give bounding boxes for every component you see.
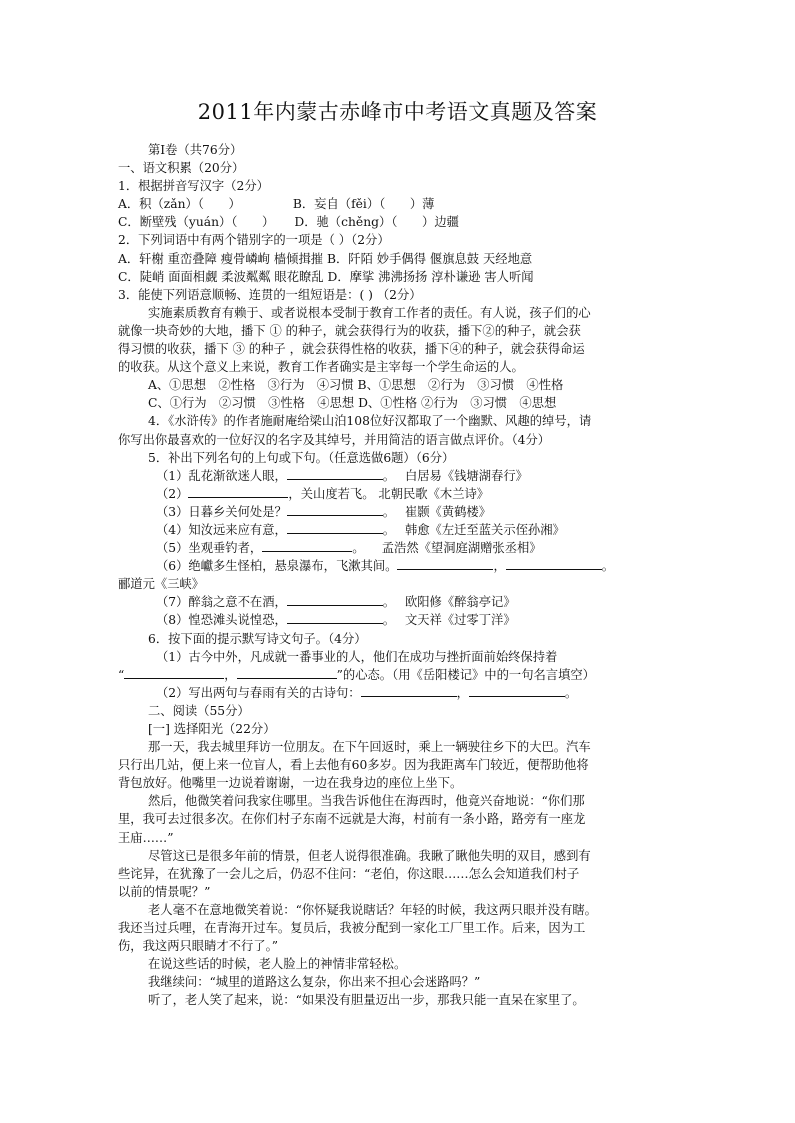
fill-item: （5）坐观垂钓者， 。 孟浩然《望洞庭湖赠张丞相》 [156, 541, 542, 556]
paragraph-line: 老人毫不在意地微笑着说：“你怀疑我说瞎话？年轻的时候，我这两只眼并没有瞎。 [148, 902, 597, 917]
paragraph-line: 背包放好。他嘴里一边说着谢谢，一边在我身边的座位上坐下。 [118, 776, 463, 791]
question-5: 5．补出下列名句的上句或下句。（任意选做6题）（6分） [148, 450, 455, 465]
answer-blank[interactable] [287, 467, 383, 480]
paragraph-line: 我继续问：“城里的道路这么复杂，你出来不担心会迷路吗？” [148, 975, 481, 990]
paragraph-line: 尽管这已是很多年前的情景，但老人说得很准确。我瞅了瞅他失明的双目，感到有 [148, 848, 591, 863]
question-2: 2．下列词语中有两个错别字的一项是（ ）（2分） [118, 233, 390, 248]
paragraph-line: 实施素质教育有赖于、或者说根本受制于教育工作者的责任。有人说，孩子们的心 [148, 305, 591, 320]
fill-item: （2） ，关山度若飞。 北朝民歌《木兰诗》 [156, 486, 490, 501]
paragraph-line: 我还当过兵哩，在青海开过车。复员后，我被分配到一家化工厂里工作。后来，因为工 [118, 921, 586, 936]
answer-blank[interactable] [287, 503, 383, 516]
question-1: 1．根据拼音写汉字（2分） [118, 179, 269, 194]
fill-item: （2）写出两句与春雨有关的古诗句： ， 。 [156, 685, 578, 700]
section-heading: 二、阅读（55分） [148, 703, 250, 718]
answer-blank[interactable] [287, 593, 383, 606]
option-line: A．轩榭 重峦叠障 瘦骨嶙峋 樯倾揖摧 B．阡陌 妙手偶得 偃旗息鼓 天经地意 [118, 251, 533, 266]
section-heading: 一、语文积累（20分） [118, 161, 245, 176]
paragraph-line: 伤，我这两只眼睛才不行了。” [118, 939, 278, 954]
volume-heading: 第Ⅰ卷（共76分） [148, 143, 243, 157]
paragraph-line: 听了，老人笑了起来，说：“如果没有胆量迈出一步，那我只能一直呆在家里了。 [148, 993, 585, 1008]
answer-blank[interactable] [506, 557, 602, 570]
fill-item: （8）惶恐滩头说惶恐， 。 文天祥《过零丁洋》 [156, 613, 516, 628]
paragraph-line: 得习惯的收获，播下 ③ 的种子 ，就会获得性格的收获，播下④的种子，就会获得命运 [118, 342, 585, 357]
paragraph-line: 只行出几站，便上来一位盲人，看上去他有60多岁。因为我距离车门较近，便帮助他将 [118, 758, 589, 773]
paragraph-line: 你写出你最喜欢的一位好汉的名字及其绰号，并用简洁的语言做点评价。（4分） [118, 432, 551, 447]
paragraph-line: 些诧异，在犹豫了一会儿之后，仍忍不住问：“老伯，你这眼……怎么会知道我们村子 [118, 866, 580, 881]
fill-item: （4）知汝远来应有意， 。 韩愈《左迁至蓝关示侄孙湘》 [156, 522, 565, 537]
answer-blank[interactable] [469, 684, 565, 697]
paragraph-line: 里，我可去过很多次。在你们村子东南不远就是大海，村前有一条小路，路旁有一座龙 [118, 812, 586, 827]
fill-item: （1）乱花渐欲迷人眼， 。 白居易《钱塘湖春行》 [156, 468, 528, 483]
fill-item: （6）绝巘多生怪柏，悬泉瀑布，飞漱其间。 ， 。 [156, 559, 615, 574]
source-line: 郦道元《三峡》 [118, 577, 205, 592]
question-6: 6．按下面的提示默写诗文句子。（4分） [148, 631, 367, 646]
option-b: B．妄自（fěi）（ ）薄 [292, 197, 435, 212]
question-3: 3．能使下列语意顺畅、连贯的一组短语是：( ) （2分） [118, 287, 422, 302]
option-line: A、①思想 ②性格 ③行为 ④习惯 B、①思想 ②行为 ③习惯 ④性格 [148, 378, 564, 393]
answer-blank[interactable] [397, 557, 493, 570]
reading-title: [一] 选择阳光（22分） [148, 722, 276, 736]
paragraph-line: 就像一块奇妙的大地，播下 ① 的种子，就会获得行为的收获，播下②的种子，就会获 [118, 323, 581, 338]
answer-blank[interactable] [287, 611, 383, 624]
fill-item: （3）日暮乡关何处是？ 。 崔颢《黄鹤楼》 [156, 504, 492, 519]
option-line [118, 195, 663, 213]
answer-blank[interactable] [124, 666, 224, 679]
answer-blank[interactable] [188, 485, 288, 498]
paragraph-line: 那一天，我去城里拜访一位朋友。在下午回返时，乘上一辆驶往乡下的大巴。汽车 [148, 740, 591, 755]
answer-blank[interactable] [237, 666, 337, 679]
paragraph-line: （1）古今中外，凡成就一番事业的人，他们在成功与挫折面前始终保持着 [156, 649, 558, 664]
answer-blank[interactable] [262, 539, 352, 552]
question-4: 4．《水浒传》的作者施耐庵给梁山泊108位好汉都取了一个幽默、风趣的绰号，请 [148, 414, 592, 429]
option-d: D．驰（chěng）（ ）边疆 [294, 215, 459, 230]
paragraph-line: 王庙……” [118, 830, 174, 845]
document-title: 2011年内蒙古赤峰市中考语文真题及答案 [197, 100, 598, 124]
option-line: C、①行为 ②习惯 ③性格 ④思想 D、①性格 ②行为 ③习惯 ④思想 [148, 396, 557, 411]
answer-blank[interactable] [361, 684, 457, 697]
answer-blank[interactable] [287, 521, 383, 534]
option-line: C．陡峭 面面相觑 柔波粼粼 眼花瞭乱 D．摩挲 沸沸扬扬 淳朴谦逊 害人听闻 [118, 269, 534, 284]
paragraph-line: 然后，他微笑着问我家住哪里。当我告诉他住在海西时，他竟兴奋地说：“你们那 [148, 794, 585, 809]
fill-item: “ ， ”的心态。（用《岳阳楼记》中的一句名言填空） [118, 667, 595, 682]
document-body [118, 141, 663, 1010]
paragraph-line: 在说这些话的时候，老人脸上的神情非常轻松。 [148, 957, 407, 972]
paragraph-line: 的收获。从这个意义上来说，教育工作者确实是主宰每一个学生命运的人。 [118, 360, 524, 375]
option-a: A．积（zǎn）（ ） [118, 197, 241, 212]
paragraph-line: 以前的情景呢？” [118, 884, 211, 899]
option-line [118, 213, 663, 231]
fill-item: （7）醉翁之意不在酒， 。 欧阳修《醉翁亭记》 [156, 595, 516, 610]
option-c: C．断壁残（yuán）（ ） [118, 215, 275, 230]
